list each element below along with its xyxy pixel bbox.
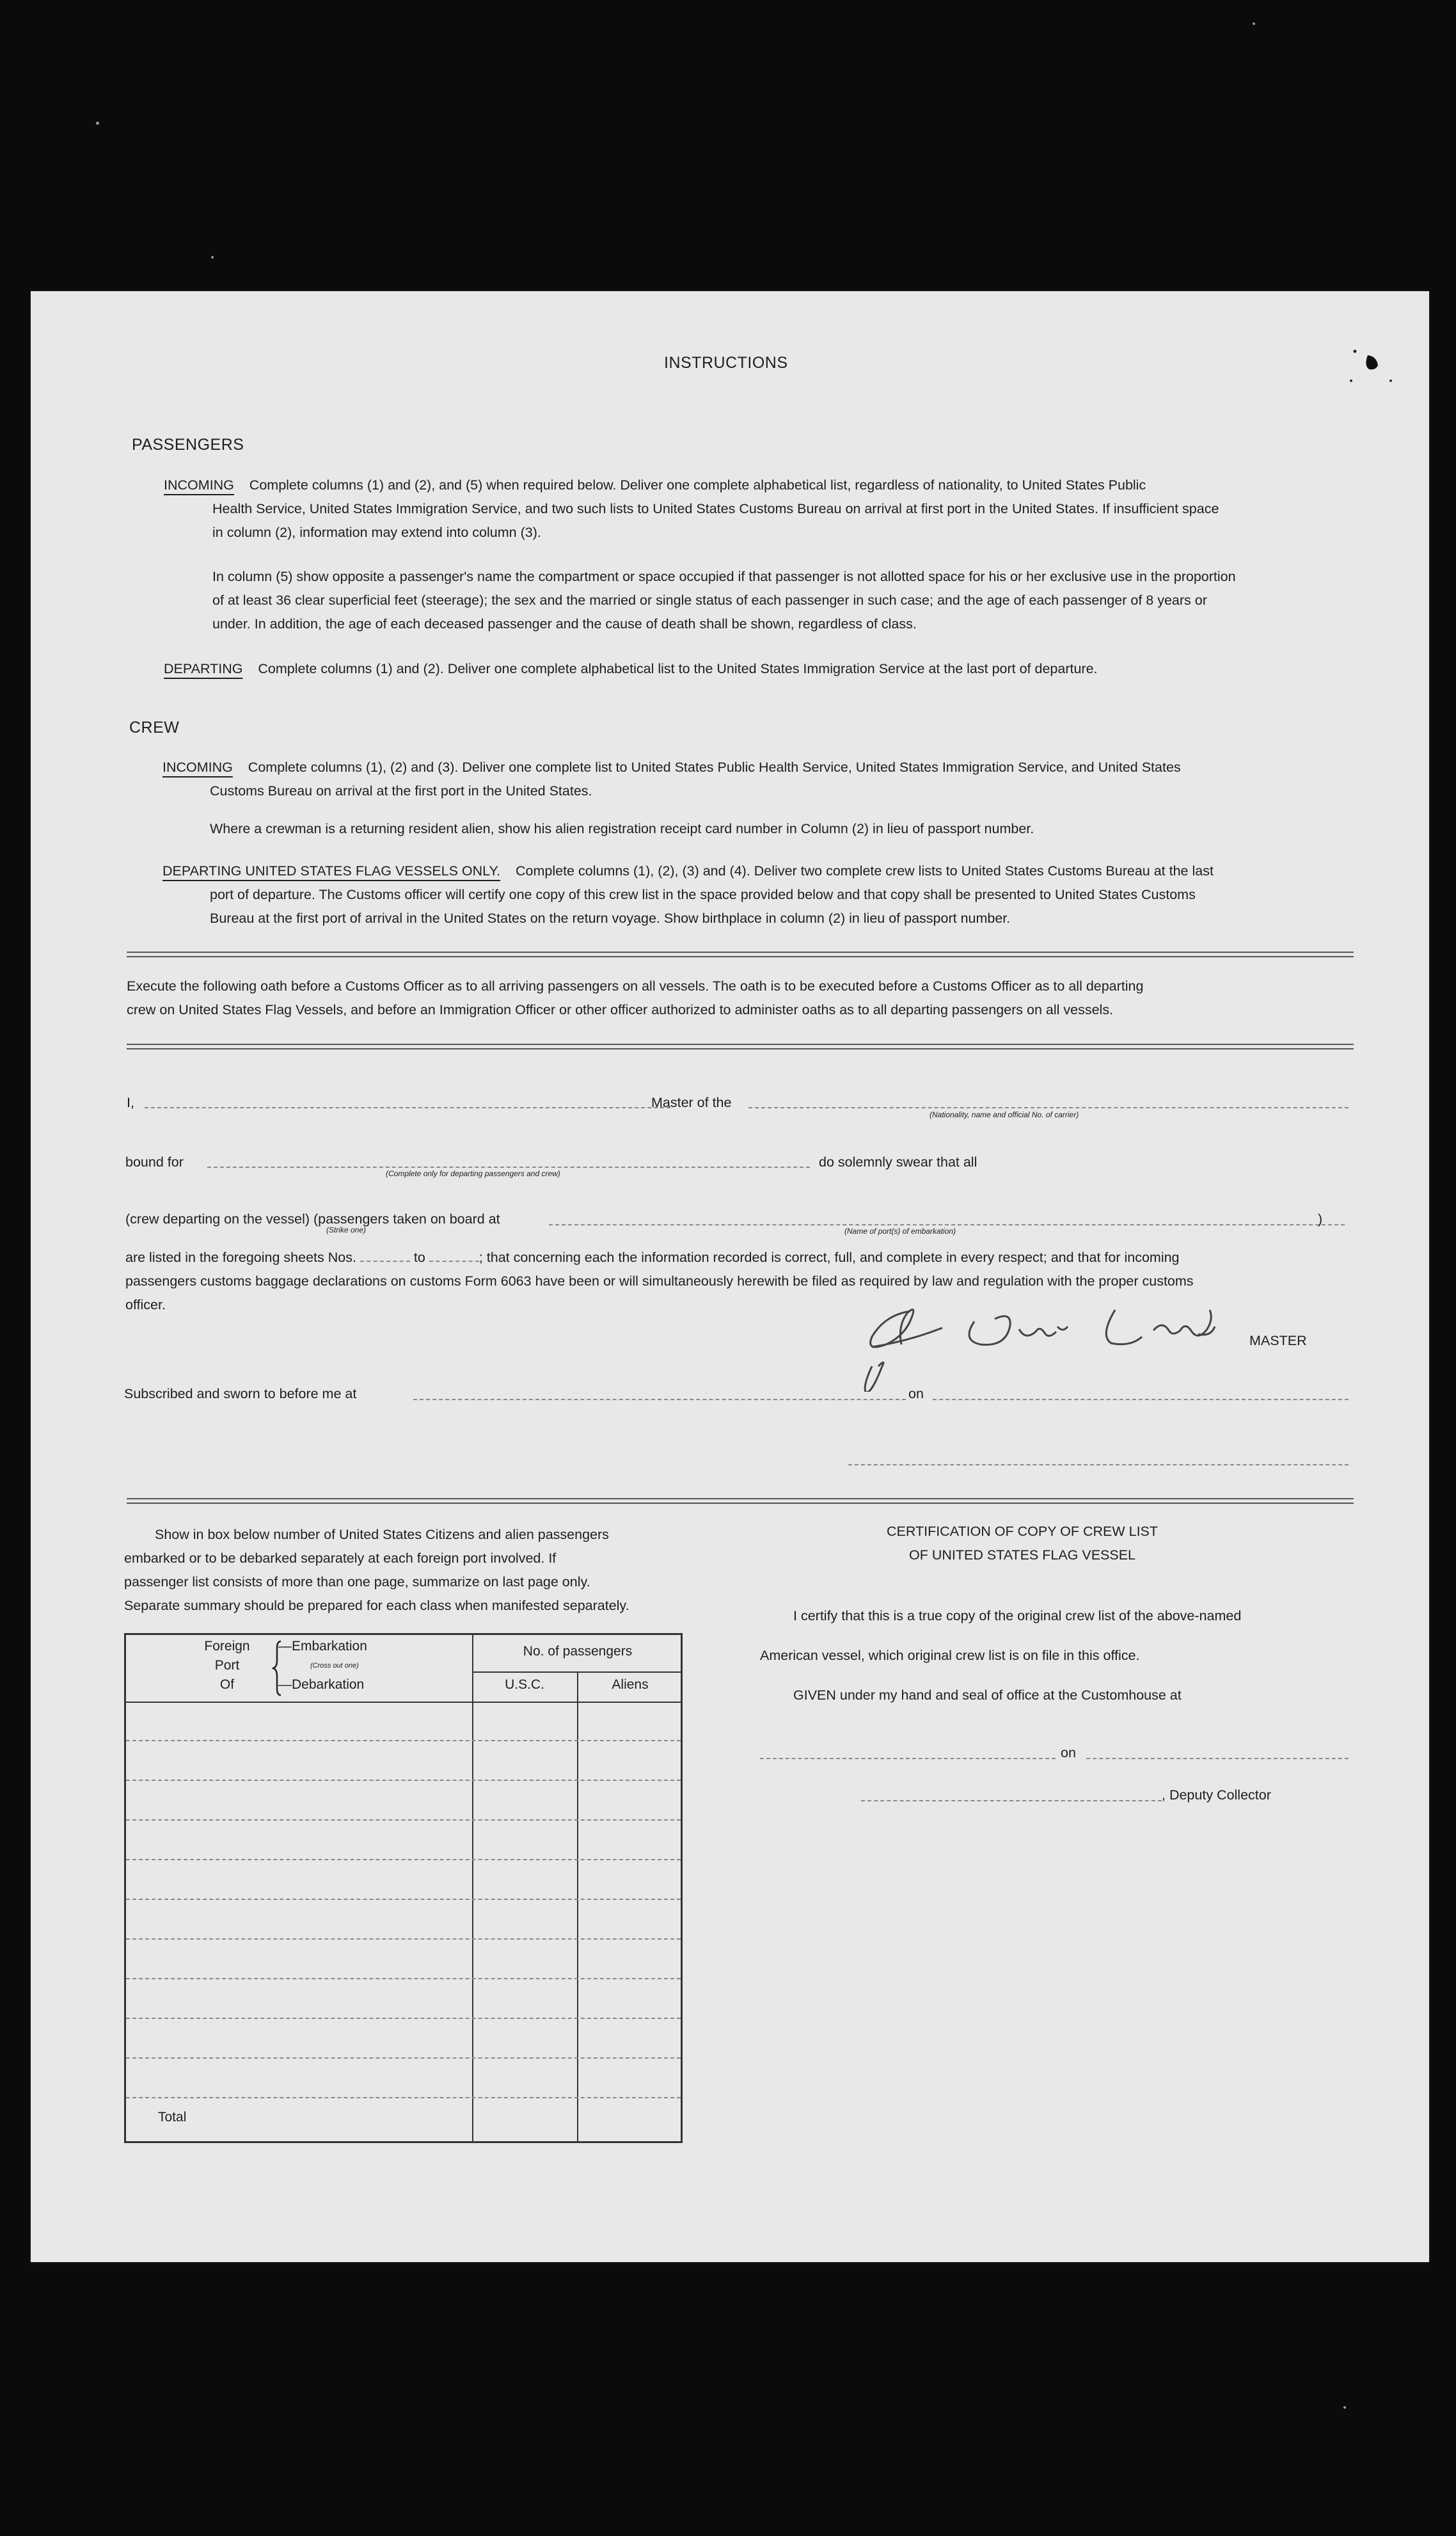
embarkation-port-field[interactable] (549, 1224, 1345, 1225)
scan-speck (211, 256, 214, 259)
listed-to: to (413, 1250, 425, 1265)
bound-for-label: bound for (125, 1154, 184, 1170)
page-title: INSTRUCTIONS (664, 354, 788, 372)
table-row[interactable] (126, 1978, 681, 1979)
crew-incoming-line-2: Customs Bureau on arrival at the first port in the United States. (210, 783, 592, 799)
section-divider (127, 1498, 1354, 1504)
passengers-departing-label: DEPARTING (164, 661, 243, 676)
oath-intro (127, 975, 1361, 1022)
cert-on-label: on (1061, 1745, 1076, 1760)
col-foreign: Foreign (204, 1639, 250, 1654)
table-divider (472, 1671, 681, 1673)
column5-line-1: In column (5) show opposite a passenger's name the compartment or space occupied if that passenger is not allotted space for his or her exclusive use in the proportion (212, 569, 1236, 584)
crew-incoming-label: INCOMING (162, 760, 233, 775)
column5-line-2: of at least 36 clear superficial feet (steerage); the sex and the married or single status of each passenger in such case; and the age of each passenger of 8 years or (212, 593, 1207, 608)
summary-line-4: Separate summary should be prepared for each class when manifested separately. (124, 1598, 629, 1613)
table-header-divider (126, 1702, 681, 1703)
oath-intro-line-2: crew on United States Flag Vessels, and before an Immigration Officer or other officer authorized to administer oaths as to all departing passengers on all vessels. (127, 1002, 1114, 1017)
subscribed-text: Subscribed and sworn to before me at (124, 1386, 357, 1401)
sworn-on-label: on (908, 1386, 924, 1401)
passengers-incoming-line-2: Health Service, United States Immigration Service, and two such lists to United States Customs Bureau on arrival at first port in the United States. If insufficient space (212, 501, 1219, 516)
sheet-to-field[interactable] (429, 1261, 479, 1262)
crew-departing-line-3: Bureau at the first port of arrival in the United States on the return voyage. Show birthplace in column (2) in lieu of passport number. (210, 911, 1011, 926)
customhouse-field[interactable] (760, 1758, 1056, 1759)
passengers-departing-text: Complete columns (1) and (2). Deliver one complete alphabetical list to the United States Immigration Service at the last port of departure. (258, 661, 1098, 676)
crew-incoming-block (162, 756, 1365, 803)
listed-text-b: ; that concerning each the information recorded is correct, full, and complete in every respect; and that for incoming (479, 1250, 1180, 1265)
table-row[interactable] (126, 2097, 681, 2098)
no-of-passengers-header: No. of passengers (523, 1644, 633, 1659)
close-paren: ) (1318, 1211, 1323, 1227)
passengers-incoming-label: INCOMING (164, 477, 234, 493)
master-name-field[interactable] (145, 1107, 670, 1108)
certification-title (760, 1520, 1285, 1567)
cert-date-field[interactable] (1086, 1758, 1349, 1759)
officer-signature-field[interactable] (848, 1464, 1349, 1465)
certification-title-line-1: CERTIFICATION OF COPY OF CREW LIST (886, 1524, 1159, 1539)
sheet-from-field[interactable] (360, 1261, 410, 1262)
cert-line-3: GIVEN under my hand and seal of office at the Customhouse at (793, 1687, 1182, 1703)
col-of: Of (219, 1677, 235, 1692)
master-label: MASTER (1249, 1333, 1307, 1348)
swear-text: do solemnly swear that all (819, 1154, 977, 1170)
crew-heading: CREW (129, 719, 180, 737)
table-divider (472, 1635, 473, 2141)
passengers-incoming-block (164, 474, 1360, 545)
embarkation-label[interactable]: —Embarkation (278, 1639, 367, 1654)
table-row[interactable] (126, 1859, 681, 1860)
column5-line-3: under. In addition, the age of each deceased passenger and the cause of death shall be shown, regardless of class. (212, 616, 917, 632)
usc-header: U.S.C. (505, 1677, 544, 1692)
listed-line-2: passengers customs baggage declarations on customs Form 6063 have been or will simultaneously herewith be filed as required by law and regulation with the proper customs (125, 1273, 1194, 1289)
oath-i-label: I, (127, 1095, 134, 1110)
scan-speck (1343, 2406, 1346, 2409)
debarkation-label[interactable]: —Debarkation (278, 1677, 365, 1692)
table-row[interactable] (126, 1938, 681, 1940)
crew-departing-line-2: port of departure. The Customs officer will certify one copy of this crew list in the space provided below and that copy shall be presented to United States Customs (210, 887, 1196, 902)
summary-line-1: Show in box below number of United States Citizens and alien passengers (155, 1527, 609, 1542)
crew-departing-block (162, 859, 1365, 930)
crew-departing-label: DEPARTING UNITED STATES FLAG VESSELS ONLY. (162, 863, 501, 879)
passenger-summary-table (124, 1633, 683, 2143)
column5-block (212, 565, 1364, 636)
aliens-header: Aliens (612, 1677, 649, 1692)
sworn-place-field[interactable] (413, 1399, 906, 1400)
scan-speck (1253, 22, 1255, 25)
form-sheet (31, 291, 1429, 2262)
cert-line-1: I certify that this is a true copy of the original crew list of the above-named (793, 1608, 1242, 1623)
strike-one-note: (Strike one) (326, 1225, 367, 1234)
total-label: Total (158, 2110, 187, 2125)
table-divider (577, 1671, 578, 2141)
cross-out-note: (Cross out one) (310, 1662, 359, 1670)
bound-for-field[interactable] (207, 1167, 810, 1168)
summary-line-3: passenger list consists of more than one page, summarize on last page only. (124, 1574, 590, 1590)
crew-incoming-line-1: Complete columns (1), (2) and (3). Deliver one complete list to United States Public Health Service, United States Immigration Service, and United States (248, 760, 1181, 775)
table-row[interactable] (126, 1819, 681, 1821)
master-of-the-label: Master of the (651, 1095, 732, 1110)
cert-line-2: American vessel, which original crew list is on file in this office. (760, 1648, 1140, 1663)
scan-speck (96, 122, 99, 125)
table-row[interactable] (126, 1740, 681, 1741)
crew-departing-text: (crew departing on the vessel) (passengers taken on board at (125, 1211, 500, 1227)
summary-instructions (124, 1523, 688, 1618)
section-divider (127, 1044, 1354, 1049)
crew-departing-line-1: Complete columns (1), (2), (3) and (4). Deliver two complete crew lists to United States Customs Bureau at the last (516, 863, 1214, 879)
passengers-departing-block (164, 657, 1360, 681)
col-port: Port (214, 1658, 240, 1673)
passengers-heading: PASSENGERS (132, 436, 244, 454)
bound-note: (Complete only for departing passengers and crew) (386, 1169, 560, 1178)
table-row[interactable] (126, 1899, 681, 1900)
section-divider (127, 952, 1354, 957)
listed-line-3: officer. (125, 1297, 166, 1312)
passengers-incoming-line-1: Complete columns (1) and (2), and (5) when required below. Deliver one complete alphabetical list, regardless of nationality, to United States Public (249, 477, 1146, 493)
table-row[interactable] (126, 1780, 681, 1781)
port-note: (Name of port(s) of embarkation) (844, 1227, 956, 1236)
handwritten-signature (834, 1296, 1281, 1392)
deputy-signature-field[interactable] (861, 1800, 1162, 1801)
certification-title-line-2: OF UNITED STATES FLAG VESSEL (908, 1547, 1136, 1563)
carrier-field[interactable] (748, 1107, 1349, 1108)
table-row[interactable] (126, 2018, 681, 2019)
deputy-collector-label: , Deputy Collector (1162, 1787, 1271, 1803)
oath-intro-line-1: Execute the following oath before a Customs Officer as to all arriving passengers on all vessels. The oath is to be executed before a Customs Officer as to all departing (127, 978, 1144, 994)
listed-text-a: are listed in the foregoing sheets Nos. (125, 1250, 356, 1265)
carrier-note: (Nationality, name and official No. of carrier) (930, 1110, 1079, 1119)
ink-blot-mark (1342, 342, 1393, 387)
resident-alien-text: Where a crewman is a returning resident alien, show his alien registration receipt card number in Column (2) in lieu of passport number. (210, 821, 1034, 836)
summary-line-2: embarked or to be debarked separately at each foreign port involved. If (124, 1551, 557, 1566)
table-row[interactable] (126, 2057, 681, 2059)
passengers-incoming-line-3: in column (2), information may extend into column (3). (212, 525, 541, 540)
sworn-date-field[interactable] (933, 1399, 1349, 1400)
